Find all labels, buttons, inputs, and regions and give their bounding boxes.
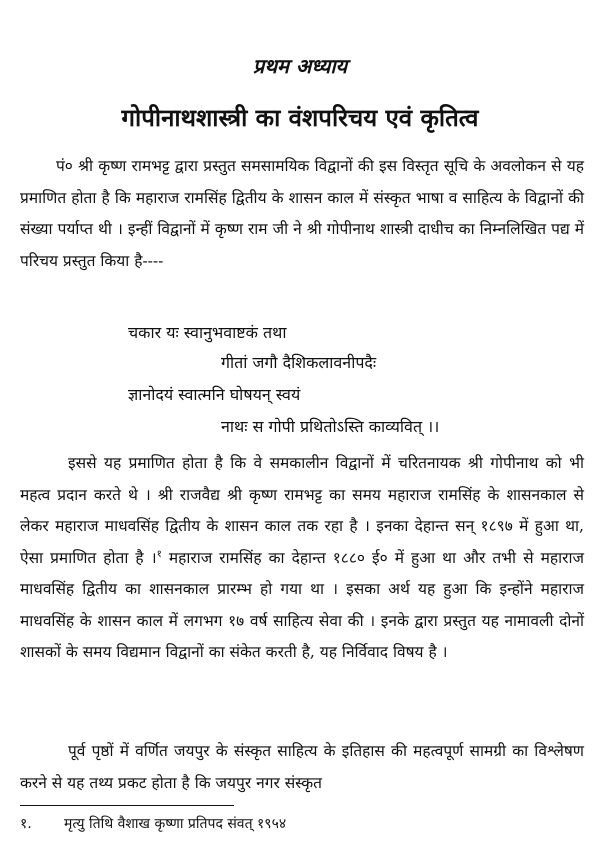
paragraph-1: पं० श्री कृष्ण रामभट्ट द्वारा प्रस्तुत समसामयिक विद्वानों की इस विस्तृत सूचि के अवलोकन से यह प्रमाणित होता है कि महाराज रामसिंह द्वितीय के शासन काल में संस्कृत भाषा व साहित्य के विद्वानों की संख्या पर्याप्त थी । इन्हीं विद्वानों में कृष्ण राम जी ने श्री गोपीनाथ शास्त्री दाधीच का निम्नलिखित पद्य में परिचय प्रस्तुत किया है---- xyxy=(20,157,584,270)
paragraph-2-continued: महाराज रामसिंह का देहान्त १८८० ई० में हुआ था और तभी से महाराज माधवसिंह द्वितीय का शासनकाल प्रारम्भ हो गया था । इसका अर्थ यह हुआ कि इन्होंने महाराज माधवसिंह के शासन काल में लगभग १७ वर्ष साहित्य सेवा की । इनके द्वारा प्रस्तुत यह नामावली दोनों शासकों के समय विद्यमान विद्वानों का संकेत करती है, यह निर्विवाद विषय है । xyxy=(20,548,584,661)
paragraph-2 xyxy=(20,448,584,669)
verse-line-2: गीतां जगौ दैशिकलावनीपदैः xyxy=(221,353,377,372)
footnote-divider xyxy=(20,805,234,806)
footnote-text: मृत्यु तिथि वैशाख कृष्णा प्रतिपद संवत् १९५४ xyxy=(64,816,287,832)
verse-line-3: ज्ञानोदयं स्वात्मनि घोषयन् स्वयं xyxy=(128,385,301,404)
main-title: गोपीनाथशास्त्री का वंशपरिचय एवं कृतित्व xyxy=(121,104,479,132)
verse-line-1: चकार यः स्वानुभवाष्टकं तथा xyxy=(128,323,287,342)
paragraph-2-text: इससे यह प्रमाणित होता है कि वे समकालीन विद्वानों में चरितनायक श्री गोपीनाथ को भी महत्व प्रदान करते थे । श्री राजवैद्य श्री कृष्ण रामभट्ट का समय महाराज रामसिंह के शासनकाल से लेकर महाराज माधवसिंह द्वितीय के शासन काल तक रहा है । इनका देहान्त सन् १८९७ में हुआ था, ऐसा प्रमाणित होता है । xyxy=(20,454,584,567)
verse-line-4: नाथः स गोपी प्रथितोऽस्ति काव्यवित् ।। xyxy=(221,417,440,436)
footnote xyxy=(20,812,286,836)
footnote-number: १. xyxy=(20,816,32,832)
footnote-marker: १ xyxy=(156,548,162,560)
paragraph-3: पूर्व पृष्ठों में वर्णित जयपुर के संस्कृत साहित्य के इतिहास की महत्वपूर्ण सामग्री का विश्लेषण करने से यह तथ्य प्रकट होता है कि जयपुर नगर संस्कृत xyxy=(20,742,584,792)
chapter-heading: प्रथम अध्याय xyxy=(252,54,348,78)
